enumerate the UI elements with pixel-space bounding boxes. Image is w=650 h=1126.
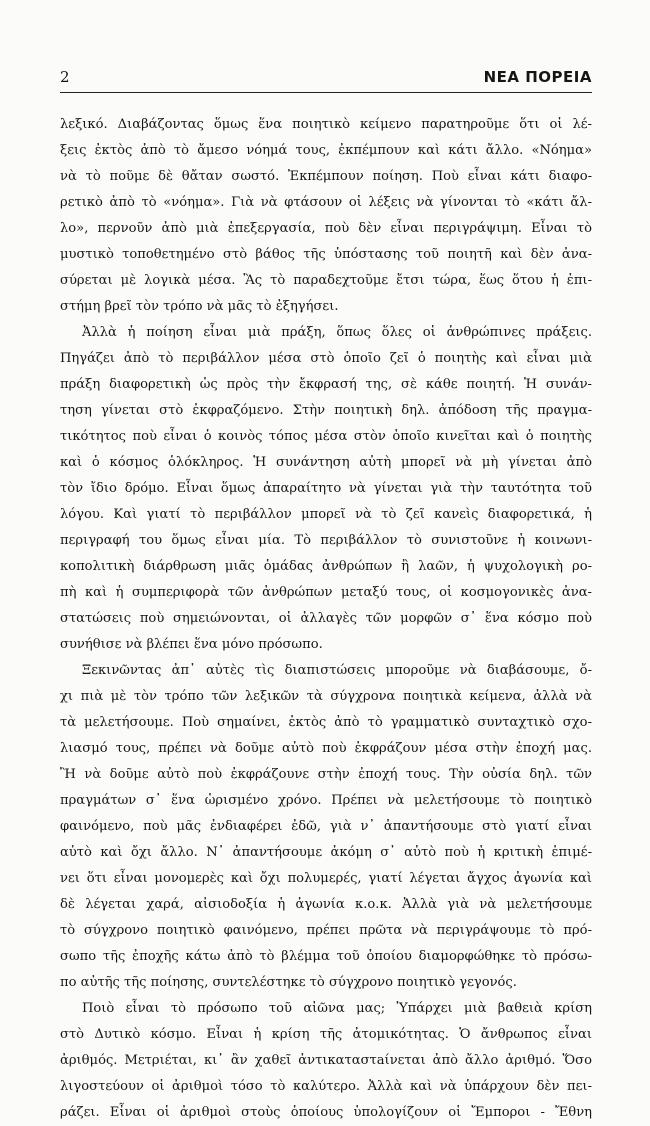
text-line: σύρεται μὲ λογικὰ μέσα. Ἂς τὸ παραδεχτοῦμε ἔτσι τώρα, ἕως ὅτου ἡ ἐπι- (60, 273, 592, 288)
page-number: 2 (60, 68, 70, 86)
text-line: τὸ σύγχρονο ποιητικὸ φαινόμενο, πρέπει πρῶτα νὰ περιγράψουμε τὸ πρό- (60, 923, 592, 938)
text-line: λιασμό τους, πρέπει νὰ δοῦμε αὐτὸ ποὺ ἐκφράζουν μέσα στὴν ἐποχή μας. (60, 741, 592, 756)
text-line: λιγοστεύουν οἱ ἀριθμοὶ τόσο τὸ καλύτερο. Ἀλλὰ καὶ νὰ ὑπάρχουν δὲν πει- (60, 1079, 592, 1094)
text-line: μυστικὸ τοποθετημένο στὸ βάθος τῆς ὑπόστασης τοῦ ποιητῆ καὶ δὲν ἀνα- (60, 247, 592, 262)
text-line: Πηγάζει ἀπὸ τὸ περιβάλλον μέσα στὸ ὁποῖο ζεῖ ὁ ποιητὴς καὶ εἶναι μιὰ (60, 351, 592, 366)
text-line: ἀριθμός. Μετριέται, κι᾿ ἂν χαθεῖ ἀντικαταστaίνεται ἀπὸ ἄλλο ἀριθμό. Ὅσο (60, 1053, 592, 1068)
text-line: ξεις ἐκτὸς ἀπὸ τὸ ἄμεσο νόημά τους, ἐκπέμπουν καὶ κάτι ἄλλο. «Νόημα» (60, 143, 592, 158)
text-line: ρετικὸ ἀπὸ τὸ «νόημα». Γιὰ νὰ φτάσουν οἱ λέξεις νὰ γίνονται τὸ «κάτι ἄλ- (60, 195, 592, 210)
text-line: συνήθισε νὰ βλέπει ἕνα μόνο πρόσωπο. (60, 637, 323, 652)
text-line: στατώσεις ποὺ σημειώνονται, οἱ ἀλλαγὲς τῶν μορφῶν σ᾿ ἕνα κόσμο ποὺ (60, 611, 592, 626)
text-line: αὐτὸ καὶ ὄχι ἄλλο. Ν᾿ ἀπαντήσουμε ἀκόμη σ᾿ αὐτὸ ποὺ ἡ κριτικὴ ἐπιμέ- (60, 845, 592, 860)
text-line: φαινόμενο, ποὺ μᾶς ἐνδιαφέρει ἐδῶ, γιὰ ν᾿ ἀπαντήσουμε στὸ γιατί εἶναι (60, 819, 592, 834)
text-line: πὴ καὶ ἡ συμπεριφορὰ τῶν ἀνθρώπων μεταξύ τους, οἱ κοσμογονικὲς ἀνα- (60, 585, 592, 600)
text-line: καὶ ὁ κόσμος ὁλόκληρος. Ἡ συνάντηση αὐτὴ μπορεῖ νὰ μὴ γίνεται ἀπὸ (60, 455, 592, 470)
page-header (60, 68, 592, 92)
header-rule (60, 92, 592, 93)
text-line: στήμη βρεῖ τὸν τρόπο νὰ μᾶς τὸ ἐξηγήσει. (60, 299, 339, 314)
text-line: δὲ λέγεται χαρά, αἰσιοδοξία ἡ ἀγωνία κ.ο.κ. Ἀλλὰ γιὰ νὰ μελετήσουμε (60, 897, 592, 912)
text-line: κοπολιτικὴ διάρθρωση μιᾶς ὁμάδας ἀνθρώπων ἢ λαῶν, ἡ ψυχολογικὴ ρο- (60, 559, 592, 574)
text-line: Ἀλλὰ ἡ ποίηση εἶναι μιὰ πράξη, ὅπως ὅλες οἱ ἀνθρώπινες πράξεις. (82, 325, 592, 340)
text-line: λεξικό. Διαβάζοντας ὅμως ἕνα ποιητικὸ κείμενο παρατηροῦμε ὅτι οἱ λέ- (60, 117, 592, 132)
text-line: νει ὅτι εἶναι μονομερὲς καὶ ὄχι πολυμερές, γιατί λέγεται ἄγχος ἀγωνία καὶ (60, 871, 592, 886)
text-line: χι πιὰ μὲ τὸν τρόπο τῶν λεξικῶν τὰ σύγχρονα ποιητικὰ κείμενα, ἀλλὰ νὰ (60, 689, 592, 704)
running-title: ΝΕΑ ΠΟΡΕΙΑ (483, 68, 592, 86)
text-line: τικότητος ποὺ εἶναι ὁ κοινὸς τόπος μέσα στὸν ὁποῖο κινεῖται καὶ ὁ ποιητὴς (60, 429, 592, 444)
text-line: λόγου. Καὶ γιατί τὸ περιβάλλον μπορεῖ νὰ τὸ ζεῖ κανεὶς διαφορετικά, ἡ (60, 507, 592, 522)
text-line: λο», περνοῦν ἀπὸ μιὰ ἐπεξεργασία, ποὺ δὲν εἶναι περιγράψιμη. Εἶναι τὸ (60, 221, 592, 236)
body-text (60, 112, 592, 1126)
text-line: περιγραφή του ὅμως εἶναι μία. Τὸ περιβάλλον τὸ συνιστοῦνε ἡ κοινωνι- (60, 533, 592, 548)
text-line: σωπο τῆς ἐποχῆς κάτω ἀπὸ τὸ βλέμμα τοῦ ὁποίου διαμορφώθηκε τὸ πρόσω- (60, 949, 592, 964)
text-line: ράζει. Εἶναι οἱ ἀριθμοὶ στοὺς ὁποίους ὑπολογίζουν οἱ Ἔμποροι - Ἔθνη (60, 1105, 592, 1120)
text-line: τηση γίνεται στὸ ἐκφραζόμενο. Στὴν ποιητικὴ δηλ. ἀπόδοση τῆς πραγμα- (60, 403, 592, 418)
text-line: τὰ μελετήσουμε. Ποὺ σημαίνει, ἐκτὸς ἀπὸ τὸ γραμματικὸ συνταχτικὸ σχο- (60, 715, 592, 730)
text-line: τὸν ἴδιο δρόμο. Εἶναι ὅμως ἀπαραίτητο νὰ γίνεται γιὰ τὴν ταυτότητα τοῦ (60, 481, 592, 496)
text-line: Ποιὸ εἶναι τὸ πρόσωπο τοῦ αἰῶνα μας; Ὑπάρχει μιὰ βαθειὰ κρίση (82, 1001, 592, 1016)
text-line: στὸ Δυτικὸ κόσμο. Εἶναι ἡ κρίση τῆς ἀτομικότητας. Ὁ ἄνθρωπος εἶναι (60, 1027, 592, 1042)
text-line: Ἢ νὰ δοῦμε αὐτὸ ποὺ ἐκφράζουνε στὴν ἐποχή τους. Τὴν οὐσία δηλ. τῶν (60, 767, 592, 782)
text-line: πράξη διαφορετικὴ ὡς πρὸς τὴν ἔκφρασή της, σὲ κάθε ποιητή. Ἡ συνάν- (60, 377, 592, 392)
text-line: Ξεκινῶντας ἀπ᾿ αὐτὲς τὶς διαπιστώσεις μποροῦμε νὰ διαβάσουμε, ὄ- (82, 663, 592, 678)
text-line: πραγμάτων σ᾿ ἕνα ὡρισμένο χρόνο. Πρέπει νὰ μελετήσουμε τὸ ποιητικὸ (60, 793, 592, 808)
text-line: πο αὐτῆς τῆς ποίησης, συντελέστηκε τὸ σύγχρονο ποιητικὸ γεγονός. (60, 975, 517, 990)
text-line: νὰ τὸ ποῦμε δὲ θἄταν σωστό. Ἐκπέμπουν ποίηση. Ποὺ εἶναι κάτι διαφο- (60, 169, 592, 184)
